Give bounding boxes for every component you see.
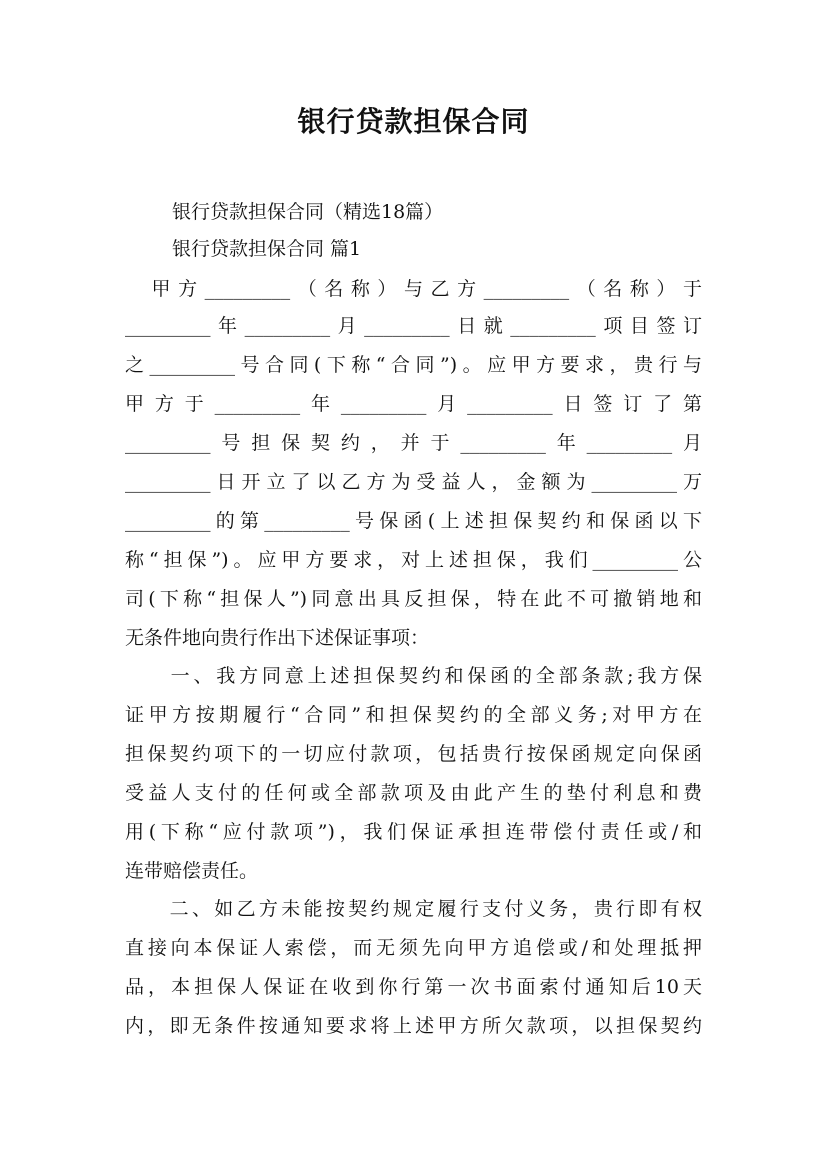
body-line: 证甲方按期履行“合同”和担保契约的全部义务;对甲方在 xyxy=(125,704,702,726)
body-line: 担保契约项下的一切应付款项，包括贵行按保函规定向保函 xyxy=(125,743,702,765)
body-line: 用(下称“应付款项”)，我们保证承担连带偿付责任或/和 xyxy=(125,821,702,843)
document-title: 银行贷款担保合同 xyxy=(297,105,530,138)
body-line: 无条件地向贵行作出下述保证事项： xyxy=(125,627,430,649)
body-line: 二、如乙方未能按契约规定履行支付义务，贵行即有权 xyxy=(125,898,702,920)
document-subtitle: 银行贷款担保合同（精选18篇） xyxy=(172,201,444,223)
body-line: 连带赔偿责任。 xyxy=(125,860,259,882)
body-line: 一、我方同意上述担保契约和保函的全部条款;我方保 xyxy=(125,665,702,687)
body-line: 内，即无条件按通知要求将上述甲方所欠款项，以担保契约 xyxy=(125,1015,702,1037)
body-line: _________的第_________号保函(上述担保契约和保函以下 xyxy=(125,510,702,532)
body-line: _________号担保契约，并于_________年_________月 xyxy=(125,432,702,454)
body-line: 之_________号合同(下称“合同”)。应甲方要求，贵行与 xyxy=(125,354,702,376)
body-line: 甲方于_________年_________月_________日签订了第 xyxy=(125,393,702,415)
section-heading: 银行贷款担保合同 篇1 xyxy=(172,238,362,260)
body-line: 司(下称“担保人”)同意出具反担保，特在此不可撤销地和 xyxy=(125,588,702,610)
body-line: _________年_________月_________日就_________项目签订 xyxy=(125,315,702,337)
body-line: 受益人支付的任何或全部款项及由此产生的垫付利息和费 xyxy=(125,782,702,804)
body-line: 品，本担保人保证在收到你行第一次书面索付通知后10天 xyxy=(125,976,702,998)
body-line: _________日开立了以乙方为受益人，金额为_________万 xyxy=(125,471,702,493)
body-line: 直接向本保证人索偿，而无须先向甲方追偿或/和处理抵押 xyxy=(125,937,702,959)
body-line: 称“担保”)。应甲方要求，对上述担保，我们_________公 xyxy=(125,549,702,571)
body-line: 甲方_________（名称）与乙方_________（名称）于 xyxy=(125,278,702,300)
